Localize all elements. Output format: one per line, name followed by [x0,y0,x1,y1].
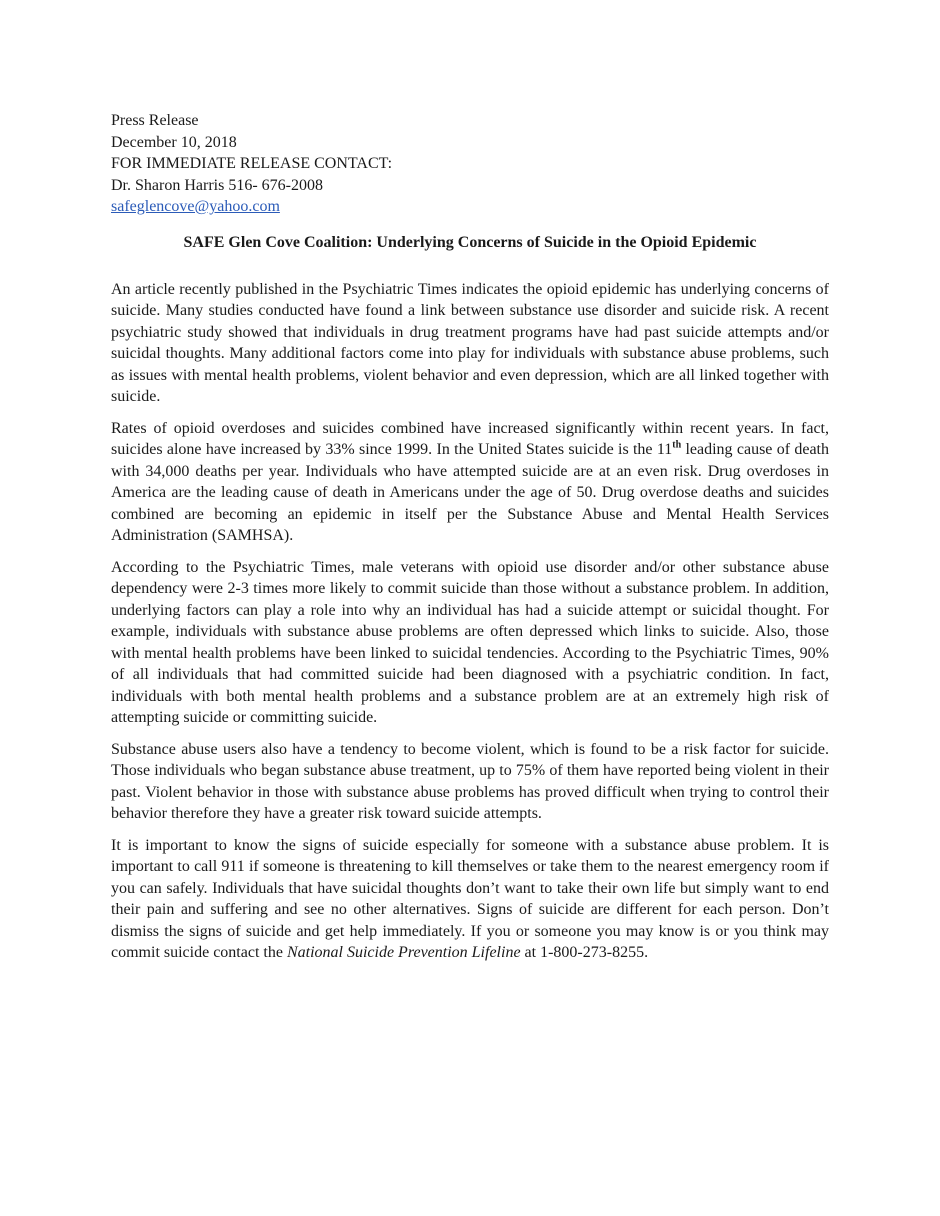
document-title: SAFE Glen Cove Coalition: Underlying Concerns of Suicide in the Opioid Epidemic [183,233,757,251]
paragraph-5-text-b: at 1-800-273-8255. [520,944,649,961]
contact-email-link[interactable]: safeglencove@yahoo.com [111,198,280,215]
paragraph-2-text-b: leading cause of death with 34,000 deaths per year. Individuals who have attempted suicide are at an even risk. Drug overdoses in America are the leading cause of death in Americans under the age of 50. Drug overdose deaths and suicides combined are becoming an epidemic in itself per the Substance Abuse and Mental Health Services Administration (SAMHSA). [111,441,829,544]
contact-header [111,110,829,218]
press-release-label: Press Release [111,112,199,129]
document-page [111,110,829,964]
paragraph-4: Substance abuse users also have a tendency to become violent, which is found to be a risk factor for suicide. Those individuals who began substance abuse treatment, up to 75% of them have reported being violent in their past. Violent behavior in those with substance abuse problems has proved difficult when trying to control their behavior therefore they have a greater risk toward suicide attempts. [111,740,829,822]
release-date: December 10, 2018 [111,133,237,151]
paragraph-5-text-a: It is important to know the signs of suicide especially for someone with a substance abuse problem. It is important to call 911 if someone is threatening to kill themselves or take them to the nearest emergency room if you can safely. Individuals that have suicidal thoughts don’t want to take their own life but simply want to end their pain and suffering and see no other alternatives. Signs of suicide are different for each person. Don’t dismiss the signs of suicide and get help immediately. If you or someone you may know is or you think may commit suicide contact the [111,836,829,961]
paragraph-2 [111,418,829,547]
paragraph-1: An article recently published in the Psychiatric Times indicates the opioid epidemic has underlying concerns of suicide. Many studies conducted have found a link between substance use disorder and suicide risk. A recent psychiatric study showed that individuals in drug treatment programs have had past suicide attempts and/or suicidal thoughts. Many additional factors come into play for individuals with substance abuse problems, such as issues with mental health problems, violent behavior and even depression, which are all linked together with suicide. [111,280,829,405]
paragraph-2-text-a: Rates of opioid overdoses and suicides combined have increased significantly within recent years. In fact, suicides alone have increased by 33% since 1999. In the United States suicide is the 11 [111,419,829,458]
paragraph-3: According to the Psychiatric Times, male veterans with opioid use disorder and/or other substance abuse dependency were 2-3 times more likely to commit suicide than those without a substance problem. In addition, underlying factors can play a role into why an individual has had a suicide attempt or suicidal thought. For example, individuals with substance abuse problems are often depressed which links to suicide. Also, those with mental health problems have been linked to suicidal tendencies. According to the Psychiatric Times, 90% of all individuals that had committed suicide had been diagnosed with a psychiatric condition. In fact, individuals with both mental health problems and a substance problem are at an extremely high risk of attempting suicide or committing suicide. [111,558,829,726]
release-contact-label: FOR IMMEDIATE RELEASE CONTACT: [111,155,393,172]
lifeline-name: National Suicide Prevention Lifeline [286,944,521,961]
contact-name-phone: Dr. Sharon Harris 516- 676-2008 [111,176,323,194]
ordinal-superscript: th [672,439,682,451]
paragraph-5 [111,835,829,964]
